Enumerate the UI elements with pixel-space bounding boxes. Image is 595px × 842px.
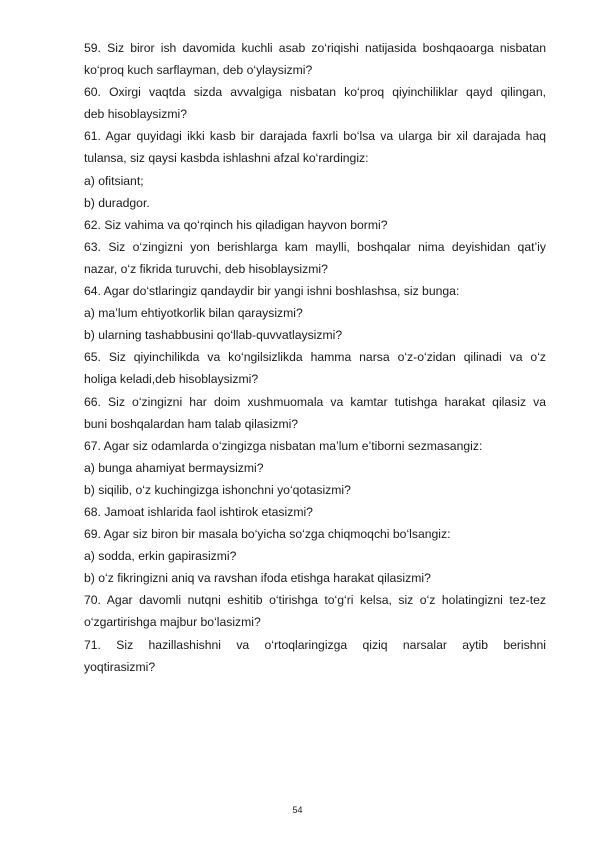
text-line: 66. Siz o‘zingizni har doim xushmuomala va kamtar tutishga harakat qilasiz va [84, 394, 546, 409]
text-line: yoqtirasizmi? [84, 659, 156, 674]
text-line: tulansa, siz qaysi kasbda ishlashni afzal ko‘rardingiz: [84, 151, 369, 166]
document-body [84, 37, 546, 678]
text-line: 63. Siz o‘zingizni yon berishlarga kam maylli, boshqalar nima deyishidan qat’iy [84, 239, 546, 254]
text-line: 62. Siz vahima va qo‘rqinch his qiladigan hayvon bormi? [84, 217, 388, 232]
text-line: a) ofitsiant; [84, 173, 144, 188]
text-line: 68. Jamoat ishlarida faol ishtirok etasizmi? [84, 504, 313, 519]
text-line: 70. Agar davomli nutqni eshitib o‘tirishga to‘g‘ri kelsa, siz o‘z holatingizni tez-tez [84, 593, 546, 608]
text-line: 60. Oxirgi vaqtda sizda avvalgiga nisbatan ko‘proq qiyinchiliklar qayd qilingan, [84, 85, 546, 100]
text-line: b) siqilib, o‘z kuchingizga ishonchni yo‘qotasizmi? [84, 482, 351, 497]
text-line: o‘zgartirishga majbur bo‘lasizmi? [84, 615, 261, 630]
text-line: deb hisoblaysizmi? [84, 107, 187, 122]
text-line: nazar, o‘z fikrida turuvchi, deb hisoblaysizmi? [84, 261, 328, 276]
text-line: 65. Siz qiyinchilikda va ko‘ngilsizlikda hamma narsa o‘z-o‘zidan qilinadi va o‘z [84, 350, 546, 365]
text-line: b) ularning tashabbusini qo‘llab-quvvatlaysizmi? [84, 328, 343, 343]
text-line: a) sodda, erkin gapirasizmi? [84, 549, 237, 564]
text-line: ko‘proq kuch sarflayman, deb o‘ylaysizmi? [84, 63, 313, 78]
text-line: b) duradgor. [84, 195, 150, 210]
text-line: a) ma’lum ehtiyotkorlik bilan qaraysizmi? [84, 306, 303, 321]
text-line: a) bunga ahamiyat bermaysizmi? [84, 460, 264, 475]
page-number: 54 [292, 805, 303, 815]
text-line: buni boshqalardan ham talab qilasizmi? [84, 416, 299, 431]
text-line: holiga keladi,deb hisoblaysizmi? [84, 372, 259, 387]
text-line: 71. Siz hazillashishni va o‘rtoqlaringizga qiziq narsalar aytib berishni [84, 637, 546, 652]
text-line: 59. Siz biror ish davomida kuchli asab zo‘riqishi natijasida boshqaoarga nisbatan [84, 41, 546, 55]
text-line: 67. Agar siz odamlarda o‘zingizga nisbatan ma’lum e’tiborni sezmasangiz: [84, 438, 483, 453]
text-line: 69. Agar siz biron bir masala bo‘yicha so‘zga chiqmoqchi bo‘lsangiz: [84, 527, 451, 542]
text-line: 64. Agar do‘stlaringiz qandaydir bir yangi ishni boshlashsa, siz bunga: [84, 284, 460, 299]
text-line: b) o‘z fikringizni aniq va ravshan ifoda etishga harakat qilasizmi? [84, 571, 431, 586]
text-line: 61. Agar quyidagi ikki kasb bir darajada faxrli bo‘lsa va ularga bir xil darajada haq [84, 129, 546, 144]
